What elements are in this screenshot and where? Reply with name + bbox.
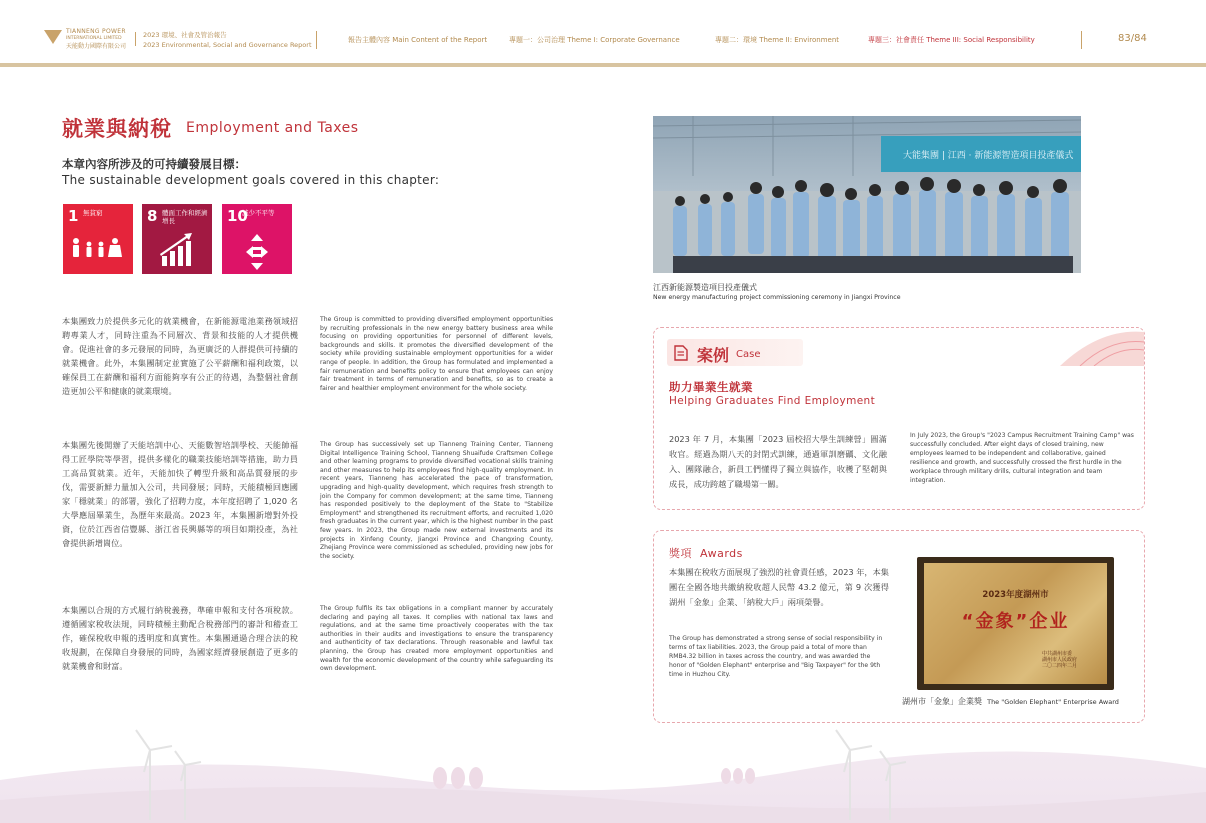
awards-body-cn: 本集團在稅收方面展現了強烈的社會責任感，2023 年，本集團在全國各地共繳納稅收超人民幣 43.2 億元，第 9 次獲得湖州「金象」企業、「納稅大戶」兩項榮譽。 (669, 567, 889, 607)
case-title-en: Helping Graduates Find Employment (669, 395, 876, 407)
awards-title-cn: 獎項 (669, 547, 692, 560)
nav-theme-governance[interactable]: 專題一：公司治理 Theme I: Corporate Governance (509, 36, 680, 44)
paragraph-cn-employment: 本集團致力於提供多元化的就業機會，在新能源電池業務領域招聘專業人才，同時注重為不同層次、背景和技能的人才提供機會。促進社會的多元發展的同時，為更廣泛的人群提供可持續的就業機會。此外，本集團制定並實施了公平薪酬和福利政策，以確保員工在薪酬和福利方面能夠享有公正的待遇，為整個社會創造更加公平和健康的就業環境。 (62, 316, 298, 396)
page-number: 83/84 (1118, 33, 1147, 44)
sdg-number: 1 (68, 207, 79, 225)
ceremony-banner-text: 大能集團 | 江西 · 新能源智造項目投產儀式 (903, 151, 1074, 161)
header-divider (135, 32, 136, 46)
award-caption-cn: 湖州市「金象」企業獎 (902, 697, 982, 706)
sdg-8-tile (142, 204, 212, 274)
paragraph-en-employment: The Group is committed to providing diversified employment opportunities by recruiting professionals in the new energy battery business area while focusing on providing opportunities for personnel of different levels, backgrounds and skills. It promotes the diversified development of the society while providing sustainable employment opportunities for a wider range of people. In addition, the Group has formulated and implemented a fair remuneration and benefits policy to ensure that employees can enjoy fair treatment in terms of remuneration and benefits, so as to create a fairer and healthier employment environment for the whole society. (320, 316, 553, 392)
header-divider (316, 31, 317, 49)
awards-title-en: Awards (700, 547, 743, 560)
sdg-number: 8 (147, 207, 158, 225)
paragraph-cn-tax: 本集團以合規的方式履行納稅義務，準確申報和支付各項稅款。遵循國家稅收法規，同時積極主動配合稅務部門的審計和稽查工作，確保稅收申報的透明度和真實性。本集團通過合理合法的稅收規劃，在保障自身發展的同時，為國家經濟發展創造了更多的就業機會和財富。 (62, 605, 298, 671)
report-title-en: 2023 Environmental, Social and Governance Report (143, 41, 312, 49)
footer-landscape-decor (0, 720, 1206, 823)
report-title (143, 30, 312, 50)
photo-caption-en: New energy manufacturing project commissioning ceremony in Jiangxi Province (653, 294, 901, 301)
report-title-cn: 2023 環境、社會及管治報告 (143, 31, 227, 39)
plaque-issuer-1: 中共湖州市委 (1042, 651, 1073, 657)
document-icon (674, 345, 688, 361)
header-rule (0, 63, 1206, 67)
sdg-label: 無貧窮 (83, 209, 103, 217)
sdg-label: 體面工作和經濟增長 (162, 209, 208, 225)
ceremony-photo (653, 116, 1081, 273)
case-title-cn: 助力畢業生就業 (669, 380, 753, 394)
growth-chart-icon (142, 232, 212, 272)
logo-text-en-sub: INTERNATIONAL LIMITED (66, 36, 122, 41)
case-decor-icon (1060, 328, 1144, 366)
report-header (0, 0, 1206, 64)
sdg-10-tile (222, 204, 292, 274)
section-title-cn: 就業與納稅 (62, 117, 172, 141)
case-label-cn: 案例 (697, 346, 730, 365)
logo-text-cn: 天能動力國際有限公司 (66, 43, 127, 50)
paragraph-cn-training: 本集團先後開辦了天能培訓中心、天能數智培訓學校、天能帥福得工匠學院等學習，提供多樣化的職業技能培訓等措施，助力員工高品質就業。近年，天能加快了轉型升級和高品質發展的步伐，需要新鮮力量加入公司，共同發展；同時，天能積極回應國家「穩就業」的部署，強化了招聘力度，本年度招聘了 1,020 名大學應屆畢業生，為歷年來最高。2023 年，本集團新增對外投資，位於江西省信豐縣、浙江省長興縣等的項目如期投產，為社會提供新增崗位。 (62, 440, 298, 548)
paragraph-en-training: The Group has successively set up Tianneng Training Center, Tianneng Digital Intelligence Training School, Tianneng Shuaifude Craftsmen College and other learning programs to provide diversified vocational skills training and other measures to help its employees find high-quality employment. In recent years, Tianneng has accelerated the pace of transformation, upgrading and high-quality development, which requires fresh strength to join the Company for common development; at the same time, Tianneng has responded positively to the deployment of the State to "Stabilize Employment" and strengthened its recruitment efforts, and recruited 1,020 fresh graduates in the current year, which is the highest number in the past few years. In 2023, the Group made new external investments and its projects in Xinfeng County, Jiangxi Province and Changxing County, Zhejiang Province were commissioned as scheduled, providing new jobs for the society. (320, 441, 553, 560)
case-body-en: In July 2023, the Group's "2023 Campus Recruitment Training Camp" was successfully concluded. After eight days of closed training, new employees learned to be independent and collaborative, gained resilience and growth, and successfully crossed the first hurdle in the workplace through military drills, cultural integration and team integration. (910, 432, 1134, 484)
plaque-issuer-2: 湖州市人民政府 (1042, 657, 1078, 663)
award-plaque-face (924, 563, 1107, 684)
plaque-issuer-3: 二〇二四年二月 (1042, 663, 1078, 669)
equality-icon (222, 232, 292, 272)
nav-theme-social[interactable]: 專題三：社會責任 Theme III: Social Responsibility (868, 36, 1035, 44)
sdg-1-tile (63, 204, 133, 274)
case-body-cn: 2023 年 7 月，本集團「2023 屆校招大學生訓練營」圓滿收官。經過為期八天的封閉式訓練，通過軍訓磨礪、文化融入、團隊融合，新員工們懂得了獨立與協作，收穫了堅韌與成長，成功跨越了職場第一關。 (669, 434, 887, 489)
awards-body-en: The Group has demonstrated a strong sense of social responsibility in terms of tax liabilities. 2023, the Group paid a total of more than RMB4.32 billion in taxes across the country, and was awarded the honor of "Golden Elephant" enterprise and "Big Taxpayer" for the 9th time in Huzhou City. (669, 635, 883, 678)
sdg-label: 減少不平等 (242, 209, 275, 217)
award-caption (902, 696, 1119, 707)
section-title-en: Employment and Taxes (186, 120, 359, 136)
crowd-silhouettes (653, 116, 1081, 273)
case-label-en: Case (736, 349, 761, 360)
sdg-heading-cn: 本章內容所涉及的可持續發展目標： (62, 157, 246, 171)
plaque-line-1: 2023年度湖州市 (982, 590, 1049, 600)
paragraph-en-tax: The Group fulfils its tax obligations in a compliant manner by accurately declaring and paying all taxes. It complies with national tax laws and regulations, and at the same time proactively cooperates with the tax authorities in their audits and investigations to ensure the transparency and authenticity of tax declarations. Through reasonable and lawful tax planning, the Group has created more employment opportunities and wealth for the economic development of the country while safeguarding its own development. (320, 605, 553, 673)
nav-main-content[interactable]: 報告主體內容 Main Content of the Report (348, 36, 488, 44)
awards-title (669, 545, 743, 561)
nav-theme-environment[interactable]: 專題二：環境 Theme II: Environment (715, 36, 840, 44)
plaque-issuer (1042, 651, 1077, 669)
header-divider (1081, 31, 1082, 49)
award-plaque (917, 557, 1114, 690)
award-caption-en: The "Golden Elephant" Enterprise Award (987, 698, 1119, 706)
plaque-line-2: “金象”企业 (961, 611, 1070, 632)
logo-text-en: TIANNENG POWER (66, 28, 126, 35)
sdg-heading-en: The sustainable development goals covered in this chapter: (62, 173, 440, 187)
company-logo[interactable] (44, 30, 134, 50)
logo-mark-icon (44, 30, 62, 44)
family-icon (63, 232, 133, 272)
sdg-number: 10 (227, 207, 248, 225)
photo-caption-cn: 江西新能源製造項目投產儀式 (653, 283, 757, 292)
